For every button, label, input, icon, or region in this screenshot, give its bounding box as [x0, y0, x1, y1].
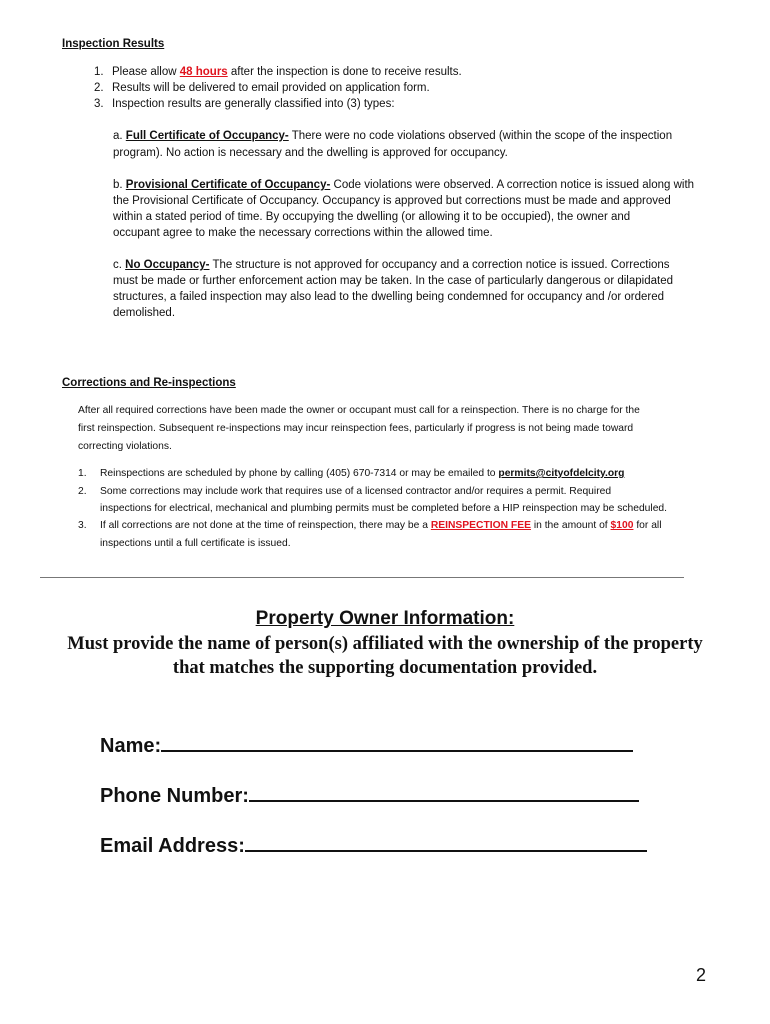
- email-input-line[interactable]: [245, 834, 647, 852]
- type-b-line-2: the Provisional Certificate of Occupancy. Occupancy is approved but corrections must be made and approved: [113, 195, 671, 207]
- corrections-item-1: Reinspections are scheduled by phone by calling (405) 670-7314 or may be emailed to permits@cityofdelcity.org: [100, 468, 625, 479]
- type-c-line-1: c. No Occupancy- The structure is not approved for occupancy and a correction notice is issued. Corrections: [113, 259, 670, 271]
- email-label: Email Address:: [100, 835, 245, 857]
- owner-note-line-1: Must provide the name of person(s) affiliated with the ownership of the property: [67, 634, 703, 654]
- corrections-item-3-line-1: If all corrections are not done at the time of reinspection, there may be a REINSPECTION FEE in the amount of $100 for all: [100, 520, 662, 531]
- inspection-results-title: Inspection Results: [62, 38, 165, 50]
- corrections-item-3-line-2: inspections until a full certificate is issued.: [100, 538, 291, 549]
- type-c-line-3: structures, a failed inspection may also lead to the dwelling being condemned for occupancy and /or ordered: [113, 291, 665, 303]
- permits-email-link[interactable]: permits@cityofdelcity.org: [498, 468, 625, 479]
- 48-hours-highlight: 48 hours: [179, 66, 228, 78]
- corrections-intro-line-2: first reinspection. Subsequent re-inspections may incur reinspection fees, particularly if progress is not being made toward: [78, 423, 634, 434]
- phone-field[interactable]: [100, 784, 639, 808]
- inspection-item-3: 3. Inspection results are generally classified into (3) types:: [94, 98, 395, 110]
- phone-label: Phone Number:: [100, 785, 249, 807]
- fee-amount: $100: [610, 520, 634, 531]
- phone-input-line[interactable]: [249, 784, 639, 802]
- corrections-num-2: 2.: [78, 486, 87, 497]
- corrections-num-1: 1.: [78, 468, 87, 479]
- owner-note-line-2: that matches the supporting documentation provided.: [172, 658, 598, 678]
- inspection-item-2: 2. Results will be delivered to email provided on application form.: [94, 82, 430, 94]
- name-input-line[interactable]: [161, 734, 633, 752]
- corrections-intro-line-1: After all required corrections have been made the owner or occupant must call for a reinspection. There is no charge for the: [78, 405, 640, 416]
- type-b-term: Provisional Certificate of Occupancy-: [125, 179, 331, 191]
- section-divider: [40, 577, 684, 578]
- page-number: 2: [695, 965, 706, 985]
- reinspection-fee-label: REINSPECTION FEE: [430, 520, 531, 531]
- type-b-line-3: within a stated period of time. By occupying the dwelling (or allowing it to be occupied), the owner and: [113, 211, 631, 223]
- type-c-term: No Occupancy-: [125, 259, 210, 271]
- corrections-intro-line-3: correcting violations.: [78, 441, 172, 452]
- owner-info-heading: Property Owner Information:: [255, 608, 515, 629]
- type-b-line-1: b. Provisional Certificate of Occupancy- Code violations were observed. A correction notice is issued along with: [113, 179, 695, 191]
- type-a-term: Full Certificate of Occupancy-: [125, 130, 289, 142]
- corrections-item-2-line-2: inspections for electrical, mechanical and plumbing permits must be completed before a HIP reinspection may be scheduled.: [100, 503, 668, 514]
- corrections-title: Corrections and Re-inspections: [62, 377, 236, 389]
- corrections-item-2-line-1: Some corrections may include work that requires use of a licensed contractor and/or requires a permit. Required: [100, 486, 612, 497]
- type-a-line-1: a. Full Certificate of Occupancy- There were no code violations observed (within the scope of the inspection: [113, 130, 673, 142]
- type-c-line-4: demolished.: [113, 307, 176, 319]
- name-label: Name:: [100, 735, 162, 757]
- corrections-num-3: 3.: [78, 520, 87, 531]
- type-b-line-4: occupant agree to make the necessary corrections within the allowed time.: [113, 227, 493, 239]
- email-field[interactable]: [100, 834, 647, 858]
- inspection-item-1: 1. Please allow 48 hours after the inspection is done to receive results.: [94, 66, 462, 78]
- type-a-line-2: program). No action is necessary and the dwelling is approved for occupancy.: [113, 147, 508, 159]
- type-c-line-2: must be made or further enforcement action may be taken. In the case of particularly dangerous or dilapidated: [113, 275, 673, 287]
- name-field[interactable]: [100, 734, 633, 758]
